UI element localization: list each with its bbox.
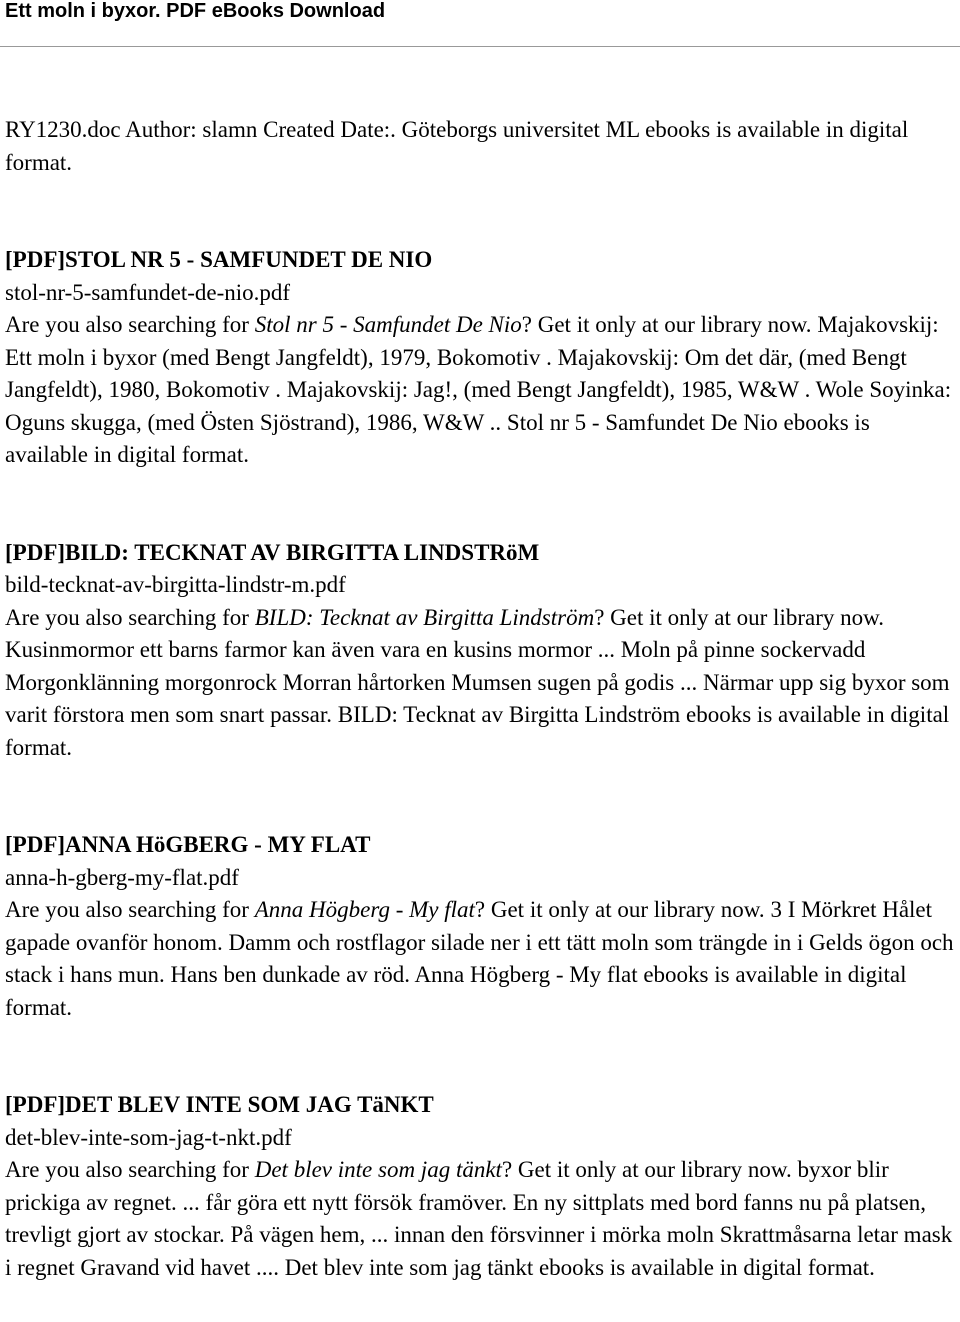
entry-description — [5, 1154, 955, 1284]
search-suffix: ? Get it only at our library now. — [521, 312, 812, 337]
entry-description — [5, 309, 955, 472]
intro-paragraph: RY1230.doc Author: slamn Created Date:. Göteborgs universitet ML ebooks is available in digital format. — [5, 117, 909, 175]
entry-excerpt: Kusinmormor ett barns farmor kan även vara en kusins mormor ... Moln på pinne sockervadd Morgonklänning morgonrock Morran hårtorken Mumsen sugen på godis ... Närmar upp sig byxor som varit förstora men som snart passar. BILD: Tecknat av Birgitta Lindström ebooks is available in digital format. — [5, 637, 950, 760]
search-book-title: Stol nr 5 - Samfundet De Nio — [254, 312, 522, 337]
entry-title: [PDF]ANNA HöGBERG - MY FLAT — [5, 832, 371, 857]
entry-filename: stol-nr-5-samfundet-de-nio.pdf — [5, 279, 291, 305]
search-suffix: ? Get it only at our library now. — [474, 897, 765, 922]
search-suffix: ? Get it only at our library now. — [594, 604, 884, 630]
ebook-entry-anna-hogberg — [5, 829, 955, 1024]
entry-excerpt: Majakovskij: Ett moln i byxor (med Bengt Jangfeldt), 1979, Bokomotiv . Majakovskij: Om det där, (med Bengt Jangfeldt), 1980, Bokomotiv . Majakovskij: Jag!, (med Bengt Jangfeldt), 1985, W&W . Wole Soyinka: Oguns skugga, (med Östen Sjöstrand), 1986, W&W .. Stol nr 5 - Samfundet De Nio ebooks is available in digital format. — [5, 312, 952, 467]
search-prefix: Are you also searching for — [5, 312, 255, 337]
search-book-title: BILD: Tecknat av Birgitta Lindström — [254, 604, 595, 630]
entry-filename: det-blev-inte-som-jag-t-nkt.pdf — [5, 1124, 292, 1150]
entry-filename: bild-tecknat-av-birgitta-lindstr-m.pdf — [5, 572, 346, 597]
entry-excerpt: byxor blir prickiga av regnet. ... får göra ett nytt försök framöver. En ny sittplats med bord fanns nu på platsen, trevligt gjort av stockar. På vägen hem, ... innan den försvinner i mörka moln Skrattmåsarna letar mask i regnet Gravand vid havet .... Det blev inte som jag tänkt ebooks is available in digital format. — [5, 1157, 953, 1280]
entry-description — [5, 894, 955, 1024]
entry-title: [PDF]STOL NR 5 - SAMFUNDET DE NIO — [5, 247, 433, 272]
header-divider — [0, 46, 960, 47]
search-suffix: ? Get it only at our library now. — [501, 1157, 792, 1182]
ebook-entry-bild-tecknat — [5, 537, 955, 765]
entry-description — [5, 602, 955, 765]
ebook-entry-stol-nr-5 — [5, 244, 955, 472]
entry-title: [PDF]DET BLEV INTE SOM JAG TäNKT — [5, 1092, 434, 1117]
entry-filename: anna-h-gberg-my-flat.pdf — [5, 864, 239, 890]
search-prefix: Are you also searching for — [5, 1157, 255, 1182]
search-book-title: Det blev inte som jag tänkt — [254, 1157, 502, 1182]
entry-excerpt: 3 I Mörkret Hålet gapade ovanför honom. Damm och rostflagor silade ner i ett tätt moln som trängde in i Gelds ögon och stack i hans mun. Hans ben dunkade av röd. Anna Högberg - My flat ebooks is available in digital format. — [5, 897, 954, 1020]
search-prefix: Are you also searching for — [5, 897, 255, 922]
ebook-entry-det-blev-inte — [5, 1089, 955, 1284]
search-prefix: Are you also searching for — [5, 604, 255, 630]
document-content — [5, 114, 955, 1284]
search-book-title: Anna Högberg - My flat — [254, 897, 475, 922]
page-title: Ett moln i byxor. PDF eBooks Download — [5, 0, 386, 22]
entry-title: [PDF]BILD: TECKNAT AV BIRGITTA LINDSTRöM — [5, 539, 540, 565]
